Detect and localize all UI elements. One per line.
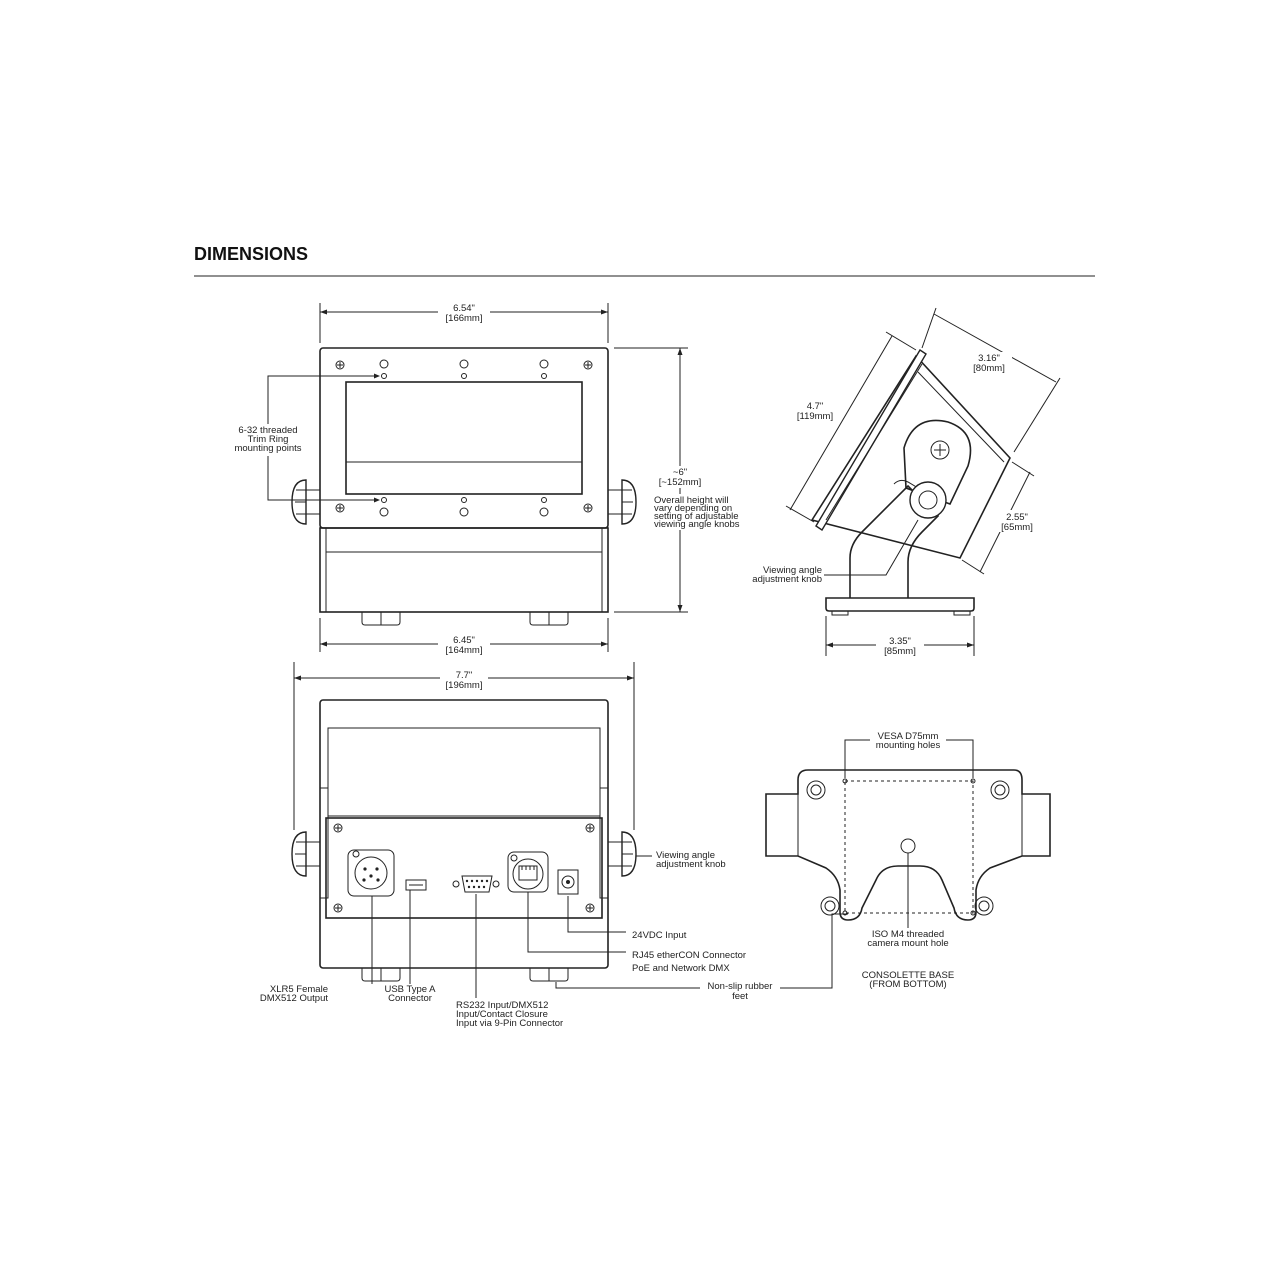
xlr5-connector-icon (348, 850, 394, 896)
side-depth: 4.7" (806, 401, 824, 412)
usb-label-2: Connector (388, 993, 432, 1004)
xlr-label-2: DMX512 Output (259, 993, 328, 1004)
base-caption-2: (FROM BOTTOM) (869, 979, 947, 990)
page-title: DIMENSIONS (194, 244, 309, 264)
feet-label-1: Non-slip rubber (707, 981, 773, 992)
rj45-label-1: RJ45 etherCON Connector (632, 950, 747, 961)
dc-input-label: 24VDC Input (632, 930, 687, 941)
rear-knob-label-1: Viewing angle (656, 850, 715, 861)
vesa-label-1: VESA D75mm (877, 731, 939, 742)
height-note-3: setting of adjustable (654, 511, 739, 522)
front-height-mm: [~152mm] (658, 477, 702, 488)
front-view (222, 303, 740, 656)
usb-label-1: USB Type A (384, 984, 436, 995)
side-base: 3.35" (889, 636, 911, 647)
base-view (766, 731, 1050, 990)
knob-left-icon (292, 480, 320, 524)
height-note-2: vary depending on (654, 503, 733, 514)
ethercon-connector-icon (508, 852, 548, 892)
front-width-top-mm: [166mm] (445, 313, 483, 324)
side-knob-label-2: adjustment knob (752, 574, 822, 585)
side-base-mm: [85mm] (884, 646, 916, 657)
side-knob-icon (894, 480, 946, 518)
rear-view (260, 662, 848, 1029)
knob-right-icon (608, 480, 636, 524)
side-knob-label-1: Viewing angle (763, 565, 822, 576)
trim-ring-hole-icons (380, 360, 548, 516)
side-top: 3.16" (978, 353, 1000, 364)
height-note-1: Overall height will (654, 495, 729, 506)
rear-width-mm: [196mm] (445, 680, 483, 691)
side-back: 2.55" (1006, 512, 1028, 523)
usb-connector-icon (406, 880, 426, 890)
feet-label-2: feet (732, 991, 748, 1002)
xlr-label-1: XLR5 Female (269, 984, 328, 995)
front-width-top: 6.54" (453, 303, 475, 314)
rear-knob-left-icon (292, 832, 320, 876)
trim-ring-label-3: mounting points (234, 443, 302, 454)
front-width-bottom: 6.45" (453, 635, 475, 646)
vesa-label-2: mounting holes (875, 740, 941, 751)
db9-connector-icon (453, 876, 499, 892)
rear-width: 7.7" (455, 670, 473, 681)
dc-jack-icon (558, 870, 578, 894)
side-back-mm: [65mm] (1001, 522, 1033, 533)
rs232-label-3: Input via 9-Pin Connector (456, 1018, 564, 1029)
side-view (740, 308, 1060, 657)
iso-label-2: camera mount hole (867, 938, 949, 949)
front-width-bottom-mm: [164mm] (445, 645, 483, 656)
trim-ring-label-2: Trim Ring (247, 434, 289, 445)
base-caption-1: CONSOLETTE BASE (861, 970, 955, 981)
corner-screw-icons (336, 361, 592, 512)
height-note-4: viewing angle knobs (654, 519, 740, 530)
side-top-mm: [80mm] (973, 363, 1005, 374)
iso-label-1: ISO M4 threaded (871, 929, 945, 940)
rj45-label-2: PoE and Network DMX (632, 963, 730, 974)
rs232-label-2: Input/Contact Closure (456, 1009, 548, 1020)
front-height: ~6" (672, 467, 688, 478)
side-depth-mm: [119mm] (796, 411, 834, 422)
rs232-label-1: RS232 Input/DMX512 (456, 1000, 549, 1011)
rear-knob-label-2: adjustment knob (656, 859, 726, 870)
trim-ring-label-1: 6-32 threaded (238, 425, 298, 436)
rear-knob-right-icon (608, 832, 636, 876)
